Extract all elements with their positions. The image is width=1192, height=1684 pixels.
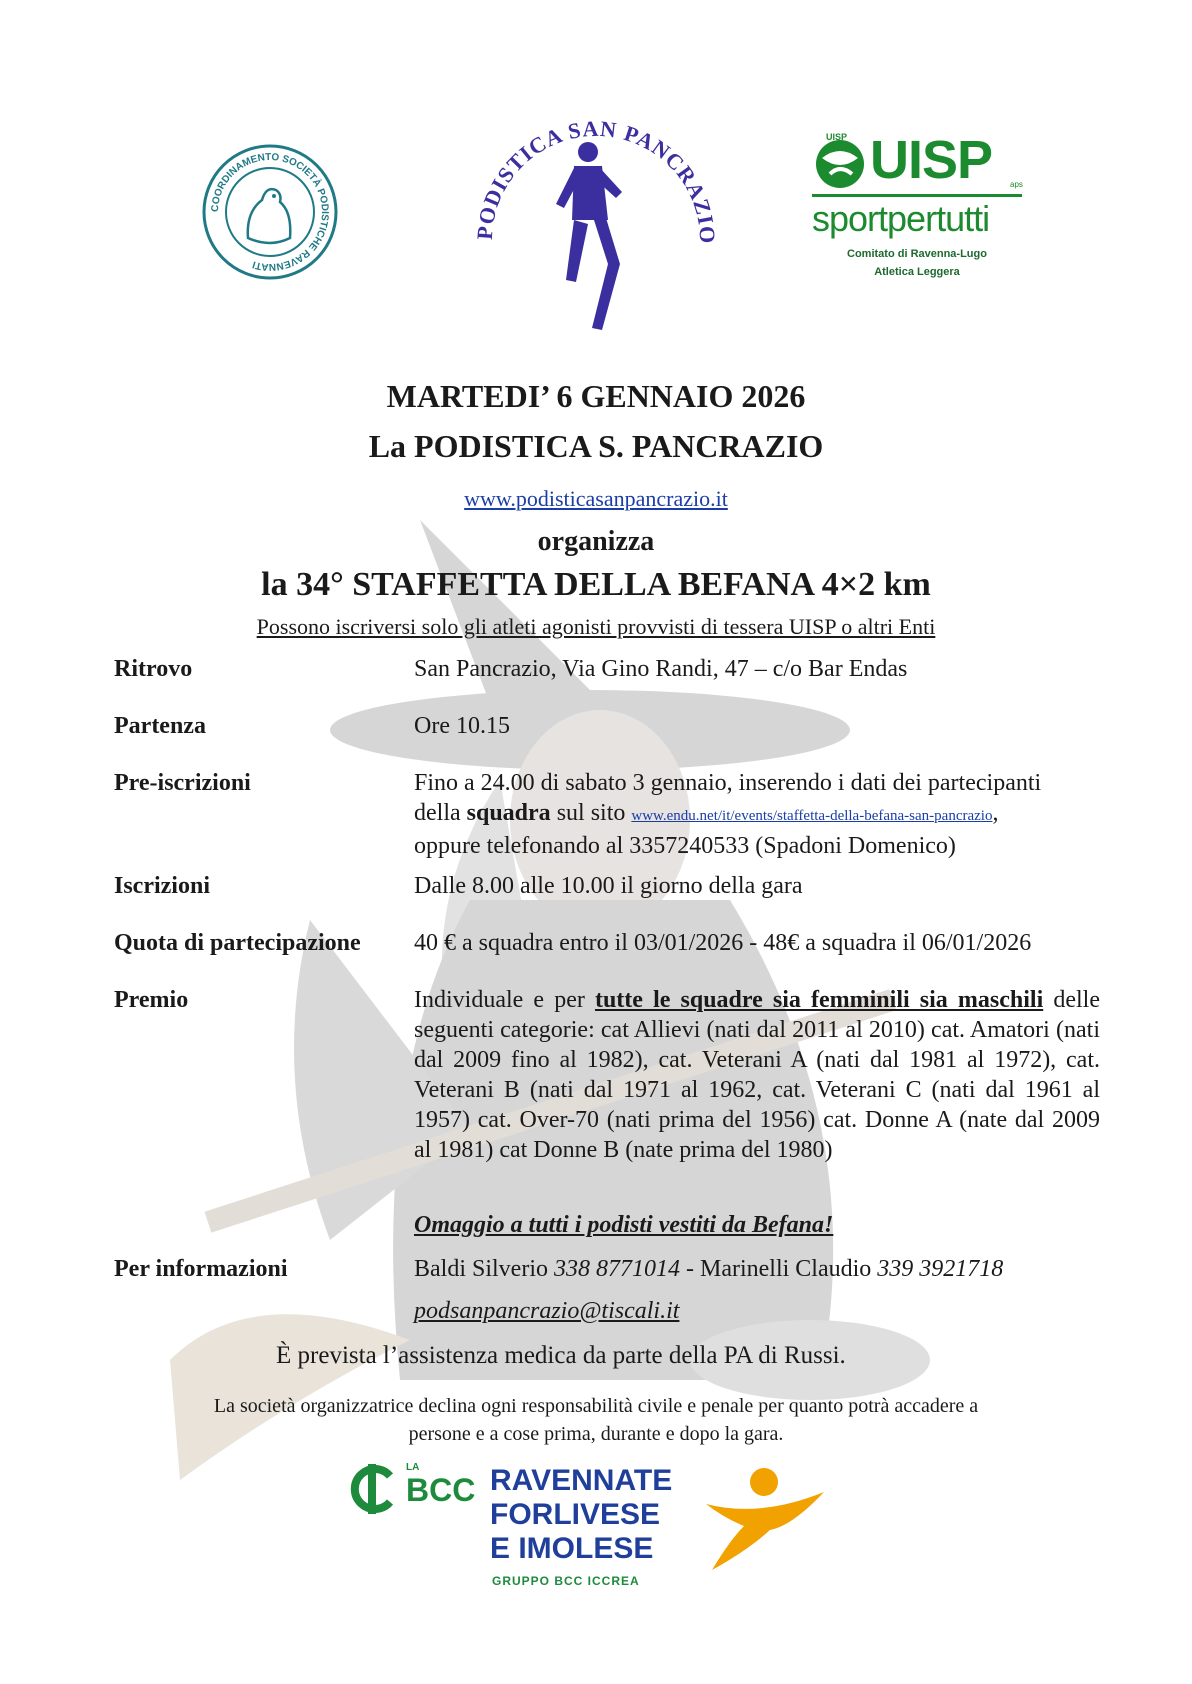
endu-registration-link[interactable]: www.endu.net/it/events/staffetta-della-befana-san-pancrazio xyxy=(631,808,993,824)
organizer-website-link[interactable]: www.podisticasanpancrazio.it xyxy=(464,486,728,511)
uisp-slogan: sportpertutti xyxy=(812,198,990,239)
info-name1: Baldi Silverio xyxy=(414,1256,554,1282)
quota-value: 40 € a squadra entro il 03/01/2026 - 48€ a squadra il 06/01/2026 xyxy=(414,930,1032,956)
ritrovo-label: Ritrovo xyxy=(114,656,193,682)
bcc-lines xyxy=(490,1464,672,1566)
premio-underlined: tutte le squadre sia femminili sia maschili xyxy=(594,987,1044,1013)
uisp-section: Atletica Leggera xyxy=(874,266,960,278)
eligibility-note: Possono iscriversi solo gli atleti agonisti provvisti di tessera UISP o altri Enti xyxy=(256,614,936,639)
uisp-top-small: UISP xyxy=(826,132,848,142)
bcc-line2: FORLIVESE xyxy=(490,1498,661,1531)
info-phone2: 339 3921718 xyxy=(877,1256,1004,1282)
preiscrizioni-line1: Fino a 24.00 di sabato 3 gennaio, inserendo i dati dei partecipanti xyxy=(414,770,1042,796)
podistica-logo xyxy=(470,100,720,340)
ritrovo-value: San Pancrazio, Via Gino Randi, 47 – c/o Bar Endas xyxy=(414,656,908,682)
quota-label: Quota di partecipazione xyxy=(114,930,361,956)
iscrizioni-label: Iscrizioni xyxy=(114,873,210,899)
uisp-ball-icon xyxy=(812,134,868,190)
iscrizioni-value: Dalle 8.00 alle 10.00 il giorno della gara xyxy=(414,873,803,899)
uisp-name: UISP xyxy=(870,130,993,190)
preiscrizioni-line3: oppure telefonando al 3357240533 (Spadoni Domenico) xyxy=(414,833,956,859)
premio-pre: Individuale e per xyxy=(414,987,595,1013)
preiscrizioni-squadra: squadra xyxy=(466,800,551,826)
runner-icon xyxy=(556,142,622,330)
running-figure-icon xyxy=(700,1466,830,1576)
coordinamento-ring-text: COORDINAMENTO SOCIETÀ PODISTICHE RAVENNATI xyxy=(209,151,331,273)
preiscrizioni-value xyxy=(414,768,1100,861)
preiscrizioni-line2-mid: sul sito xyxy=(550,800,632,826)
bcc-line1: RAVENNATE xyxy=(490,1464,673,1497)
preiscrizioni-line2-pre: della xyxy=(414,800,467,826)
info-sep: - Marinelli Claudio xyxy=(680,1256,878,1282)
event-date: MARTEDI’ 6 GENNAIO 2026 xyxy=(386,378,806,414)
partenza-value: Ore 10.15 xyxy=(414,713,510,739)
uisp-logo xyxy=(812,130,1032,284)
disclaimer-line1: La società organizzatrice declina ogni responsabilità civile e penale per quanto potrà accadere a xyxy=(213,1395,979,1417)
organizer-name: La PODISTICA S. PANCRAZIO xyxy=(368,428,824,464)
partenza-label: Partenza xyxy=(114,713,206,739)
info-contacts xyxy=(414,1254,1100,1284)
premio-value xyxy=(414,985,1100,1165)
bcc-symbol-icon xyxy=(350,1464,398,1514)
preiscrizioni-label: Pre-iscrizioni xyxy=(114,770,251,796)
medical-assistance-note: È prevista l’assistenza medica da parte della PA di Russi. xyxy=(276,1342,846,1369)
contact-email-link[interactable]: podsanpancrazio@tiscali.it xyxy=(414,1298,680,1324)
premio-label: Premio xyxy=(114,987,189,1013)
info-label: Per informazioni xyxy=(114,1256,288,1282)
omaggio-note: Omaggio a tutti i podisti vestiti da Befana! xyxy=(414,1212,834,1238)
uisp-committee: Comitato di Ravenna-Lugo xyxy=(847,248,987,260)
uisp-aps: aps xyxy=(1010,180,1023,189)
bcc-name: BCC xyxy=(406,1472,476,1508)
svg-text:COORDINAMENTO SOCIETÀ PODISTIC xyxy=(210,152,330,272)
event-title: la 34° STAFFETTA DELLA BEFANA 4×2 km xyxy=(261,566,931,603)
disclaimer-line2: persone e a cose prima, durante e dopo la gara. xyxy=(408,1423,784,1445)
bcc-line3: E IMOLESE xyxy=(490,1532,654,1565)
info-phone1: 338 8771014 xyxy=(554,1256,680,1282)
podistica-arc-text: PODISTICA SAN PANCRAZIO xyxy=(471,115,720,245)
bcc-la: LA xyxy=(406,1462,420,1473)
coordinamento-logo xyxy=(200,142,340,282)
preiscrizioni-line2-end: , xyxy=(992,800,999,826)
organizza-label: organizza xyxy=(537,526,655,557)
bcc-group: GRUPPO BCC ICCREA xyxy=(492,1574,640,1588)
premio-categories: delle seguenti categorie: cat Allievi (nati dal 2011 al 2010) cat. Amatori (nati dal 2009 fino al 1982), cat. Veterani A (nati dal 1981 al 1972), cat. Veterani B (nati dal 1971 al 1962, cat. Veterani C (nati dal 1961 al 1957) cat. Over-70 (nati prima del 1956) cat. Donne A (nate dal 2009 al 1981) cat Donne B (nate prima del 1980) xyxy=(414,987,1100,1163)
disclaimer xyxy=(100,1392,1092,1448)
